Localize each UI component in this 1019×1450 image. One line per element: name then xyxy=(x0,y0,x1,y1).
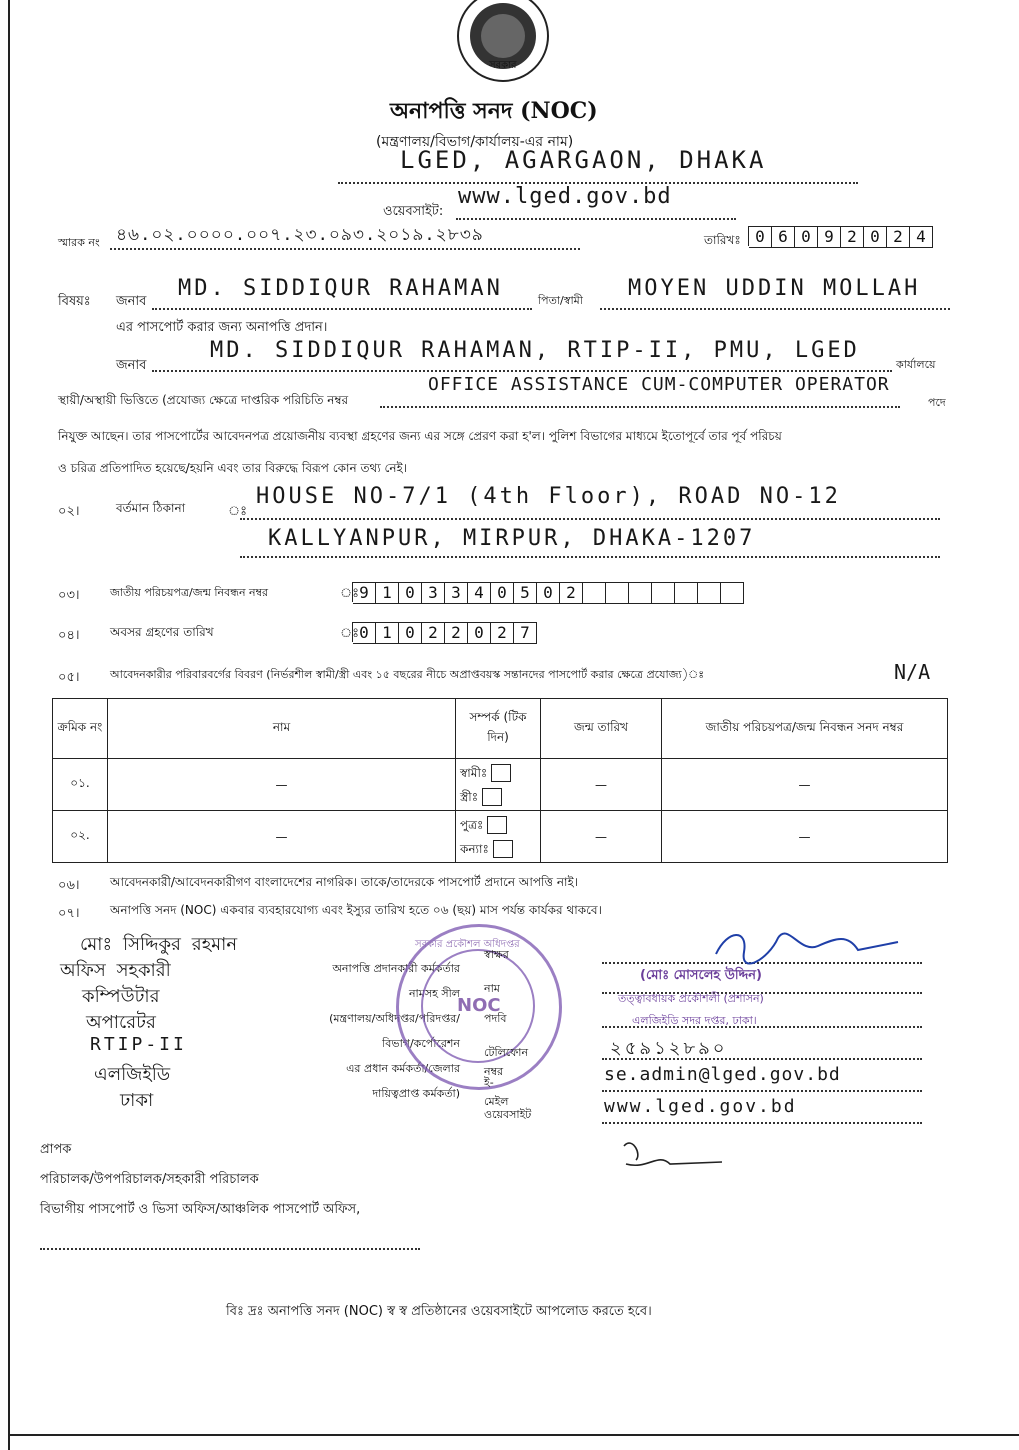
sig-label-designation: পদবি xyxy=(484,1012,507,1025)
scan-border-bottom xyxy=(8,1434,1019,1436)
relation-daughter-checkbox[interactable] xyxy=(493,840,513,858)
retire-digit-box: 7 xyxy=(514,622,537,644)
stamp-name: (মোঃ মোসলেহ উদ্দিন) xyxy=(640,968,762,983)
emblem-caption: সরকার xyxy=(489,60,517,71)
stamp-title: তত্ত্বাবধায়ক প্রকৌশলী (প্রশাসন) xyxy=(618,992,764,1005)
sig-line-website xyxy=(602,1118,922,1124)
nid-colon: ঃ xyxy=(340,586,360,601)
sig-label-email: ই-মেইল xyxy=(484,1076,509,1108)
initials-scribble xyxy=(618,1134,728,1178)
officer-signature xyxy=(708,924,908,972)
body-paragraph-line2: ও চরিত্র প্রতিপাদিত হয়েছে/হয়নি এবং তার বিরুদ্ধে বিরূপ কোন তথ্য নেই। xyxy=(58,461,408,475)
family-row-nid-dash: — xyxy=(662,811,948,863)
family-na: N/A xyxy=(894,660,931,684)
relation-wife-label: স্ত্রীঃ xyxy=(460,789,479,804)
designation-line xyxy=(380,398,900,408)
address-line2: KALLYANPUR, MIRPUR, DHAKA-1207 xyxy=(268,526,756,551)
date-digit-box: 6 xyxy=(772,226,795,248)
government-emblem xyxy=(455,0,551,84)
family-table xyxy=(52,698,948,863)
sig-label-signature: স্বাক্ষর xyxy=(484,948,509,961)
family-header-relation: সম্পর্ক (টিক দিন) xyxy=(456,699,541,759)
address-label: বর্তমান ঠিকানা xyxy=(116,501,186,515)
sig-label-name: নাম xyxy=(484,982,500,995)
officer-desc-line: অনাপত্তি প্রদানকারী কর্মকর্তার xyxy=(332,962,460,975)
nid-digit-box: 5 xyxy=(514,582,537,604)
date-digit-box: 0 xyxy=(749,226,772,248)
declaration-07-number: ০৭। xyxy=(58,906,80,921)
family-header-dob: জন্ম তারিখ xyxy=(541,699,662,759)
nid-digit-box: 0 xyxy=(537,582,560,604)
relation-daughter-label: কন্যাঃ xyxy=(460,841,489,856)
nid-digit-box xyxy=(721,582,744,604)
officer-desc-line: বিভাগ/কর্পোরেশন xyxy=(382,1037,460,1050)
officer-desc-line: (মন্ত্রণালয়/অধিদপ্তর/পরিদপ্তর/ xyxy=(329,1012,460,1025)
date-label: তারিখঃ xyxy=(704,233,741,247)
field-03-number: ০৩। xyxy=(58,588,80,603)
handwritten-line: ঢাকা xyxy=(120,1090,154,1111)
subject-name-line xyxy=(152,300,532,310)
retire-digit-box: 2 xyxy=(422,622,445,644)
office-seal xyxy=(396,924,562,1090)
retire-digit-box: 2 xyxy=(445,622,468,644)
body-paragraph-line1: নিযুক্ত আছেন। তার পাসপোর্টের আবেদনপত্র প্রয়োজনীয় ব্যবস্থা গ্রহণের জন্য এর সঙ্গে প্রেরণ করা হ'ল। পুলিশ বিভাগের মাধ্যমে ইতোপূর্বে তার পূর্ব পরিচয় xyxy=(58,429,782,443)
father-name: MOYEN UDDIN MOLLAH xyxy=(628,276,921,301)
family-row-serial: ০২. xyxy=(53,811,108,863)
declaration-06-number: ০৬। xyxy=(58,878,80,893)
address-line1: HOUSE NO-7/1 (4th Floor), ROAD NO-12 xyxy=(256,484,841,509)
officer-desc-line: নামসহ সীল xyxy=(408,987,460,1000)
officer-website: www.lged.gov.bd xyxy=(604,1096,797,1117)
handwritten-line: কম্পিউটার xyxy=(82,986,160,1007)
sig-label-website: ওয়েবসাইট xyxy=(484,1108,532,1121)
family-header-serial: ক্রমিক নং xyxy=(53,699,108,759)
date-digit-box: 9 xyxy=(818,226,841,248)
family-row-name-dash: — xyxy=(108,811,456,863)
nid-label: জাতীয় পরিচয়পত্র/জন্ম নিবন্ধন নম্বর xyxy=(110,586,269,599)
officer-desc-line: দায়িত্বপ্রাপ্ত কর্মকর্তা) xyxy=(372,1087,460,1100)
handwritten-line: মোঃ সিদ্দিকুর রহমান xyxy=(80,934,238,955)
recipient-label: প্রাপক xyxy=(40,1142,72,1157)
sig-label-phone: টেলিফোন নম্বর xyxy=(484,1046,529,1078)
recipient-line1: পরিচালক/উপপরিচালক/সহকারী পরিচালক xyxy=(40,1172,259,1187)
field-05-number: ০৫। xyxy=(58,670,80,685)
website-value: www.lged.gov.bd xyxy=(458,184,672,209)
website-label: ওয়েবসাইট: xyxy=(383,204,444,219)
date-digit-box: 2 xyxy=(841,226,864,248)
sig-line-email xyxy=(602,1086,922,1092)
retire-digit-box: 1 xyxy=(376,622,399,644)
subject-label: বিষয়ঃ xyxy=(58,294,91,309)
retire-colon: ঃ xyxy=(340,626,360,641)
employee-line xyxy=(152,362,892,372)
handwritten-line: এলজিইডি xyxy=(94,1064,171,1085)
family-row-nid-dash: — xyxy=(662,759,948,811)
relation-wife-checkbox[interactable] xyxy=(482,788,502,806)
handwritten-line: RTIP-II xyxy=(90,1034,187,1055)
subject-janab: জনাব xyxy=(116,294,147,309)
recipient-line2: বিভাগীয় পাসপোর্ট ও ভিসা অফিস/আঞ্চলিক পাসপোর্ট অফিস, xyxy=(40,1202,361,1217)
declaration-07-text: অনাপত্তি সনদ (NOC) একবার ব্যবহারযোগ্য এবং ইস্যুর তারিখ হতে ০৬ (ছয়) মাস পর্যন্ত কার্যকর থাকবে। xyxy=(110,903,602,917)
relation-son-checkbox[interactable] xyxy=(487,816,507,834)
family-row-dob-dash: — xyxy=(541,759,662,811)
seal-text: সরকার প্রকৌশল অধিদপ্তর xyxy=(415,939,520,950)
date-digit-box: 0 xyxy=(795,226,818,248)
father-name-line xyxy=(600,300,950,310)
family-row-name-dash: — xyxy=(108,759,456,811)
nid-digit-box: 3 xyxy=(445,582,468,604)
officer-phone: ২৫৯১২৮৯০ xyxy=(610,1038,728,1059)
nid-boxes xyxy=(352,582,744,602)
family-row xyxy=(53,759,948,811)
family-header-nid: জাতীয় পরিচয়পত্র/জন্ম নিবন্ধন সনদ নম্বর xyxy=(662,699,948,759)
footer-note: বিঃ দ্রঃ অনাপত্তি সনদ (NOC) স্ব স্ব প্রতিষ্ঠানের ওয়েবসাইটে আপলোড করতে হবে। xyxy=(226,1304,652,1319)
office-name: LGED, AGARGAON, DHAKA xyxy=(400,146,767,174)
retire-digit-box: 0 xyxy=(353,622,376,644)
stamp-office: এলজিইডি সদর দপ্তর, ঢাকা। xyxy=(632,1014,757,1027)
relation-husband-checkbox[interactable] xyxy=(491,764,511,782)
address-colon: ঃ xyxy=(228,504,248,519)
family-label: আবেদনকারীর পরিবারবর্গের বিবরণ (নির্ভরশীল স্বামী/স্ত্রী এবং ১৫ বছরের নীচে অপ্রাপ্তবয়স্ক সন্তানদের পাসপোর্ট করার ক্ষেত্রে প্রযোজ্য)ঃ xyxy=(110,668,705,681)
office-suffix: কার্যালয়ে xyxy=(896,358,936,371)
handwritten-line: অফিস সহকারী xyxy=(60,960,171,981)
subject-name: MD. SIDDIQUR RAHAMAN xyxy=(178,276,503,301)
family-row xyxy=(53,811,948,863)
retire-digit-box: 0 xyxy=(399,622,422,644)
nid-digit-box: 3 xyxy=(422,582,445,604)
nid-digit-box xyxy=(606,582,629,604)
retire-digit-box: 0 xyxy=(468,622,491,644)
date-digit-box: 2 xyxy=(887,226,910,248)
designation-value: OFFICE ASSISTANCE CUM-COMPUTER OPERATOR xyxy=(428,374,890,395)
scan-border-left xyxy=(8,0,10,1450)
declaration-06-text: আবেদনকারী/আবেদনকারীগণ বাংলাদেশের নাগরিক। তাকে/তাদেরকে পাসপোর্ট প্রদানে আপত্তি নাই। xyxy=(110,875,579,889)
body-janab: জনাব xyxy=(116,358,147,373)
date-digit-box: 0 xyxy=(864,226,887,248)
employee-name: MD. SIDDIQUR RAHAMAN, RTIP-II, PMU, LGED xyxy=(210,338,860,363)
nid-digit-box: 4 xyxy=(468,582,491,604)
officer-desc-line: এর প্রধান কর্মকর্তা/জেলার xyxy=(346,1062,460,1075)
nid-digit-box xyxy=(698,582,721,604)
nid-digit-box xyxy=(583,582,606,604)
relation-son-label: পুত্রঃ xyxy=(460,817,484,832)
retire-digit-box: 2 xyxy=(491,622,514,644)
post-suffix: পদে xyxy=(928,396,946,409)
page-title: অনাপত্তি সনদ (NOC) xyxy=(390,98,598,124)
perm-temp-text: স্থায়ী/অস্থায়ী ভিত্তিতে (প্রযোজ্য ক্ষেত্রে দাপ্তরিক পরিচিতি নম্বর xyxy=(58,393,349,407)
seal-side-text: NOC xyxy=(457,995,501,1016)
family-row-dob-dash: — xyxy=(541,811,662,863)
nid-digit-box: 9 xyxy=(353,582,376,604)
nid-digit-box: 0 xyxy=(399,582,422,604)
subject-line2: এর পাসপোর্ট করার জন্য অনাপত্তি প্রদান। xyxy=(116,320,328,335)
field-04-number: ০৪। xyxy=(58,628,80,643)
retire-boxes xyxy=(352,622,537,642)
date-boxes xyxy=(748,226,933,246)
ministry-subtitle: (মন্ত্রণালয়/বিভাগ/কার্যালয়-এর নাম) xyxy=(376,134,574,150)
officer-email: se.admin@lged.gov.bd xyxy=(604,1064,841,1085)
nid-digit-box xyxy=(675,582,698,604)
nid-digit-box xyxy=(652,582,675,604)
nid-digit-box xyxy=(629,582,652,604)
retire-label: অবসর গ্রহণের তারিখ xyxy=(110,625,214,639)
family-row-serial: ০১. xyxy=(53,759,108,811)
date-digit-box: 4 xyxy=(910,226,933,248)
family-header-name: নাম xyxy=(108,699,456,759)
relation-husband-label: স্বামীঃ xyxy=(460,765,488,780)
field-02-number: ০২। xyxy=(58,504,80,519)
nid-digit-box: 0 xyxy=(491,582,514,604)
recipient-address-line xyxy=(40,1244,420,1250)
address-line1-dots xyxy=(240,510,940,520)
nid-digit-box: 1 xyxy=(376,582,399,604)
memo-label: স্মারক নং xyxy=(58,236,100,249)
handwritten-line: অপারেটর xyxy=(86,1012,156,1033)
memo-value: ৪৬.০২.০০০০.০০৭.২৩.০৯৩.২০১৯.২৮৩৯ xyxy=(116,225,484,245)
father-husband-label: পিতা/স্বামী xyxy=(538,294,583,307)
nid-digit-box: 2 xyxy=(560,582,583,604)
